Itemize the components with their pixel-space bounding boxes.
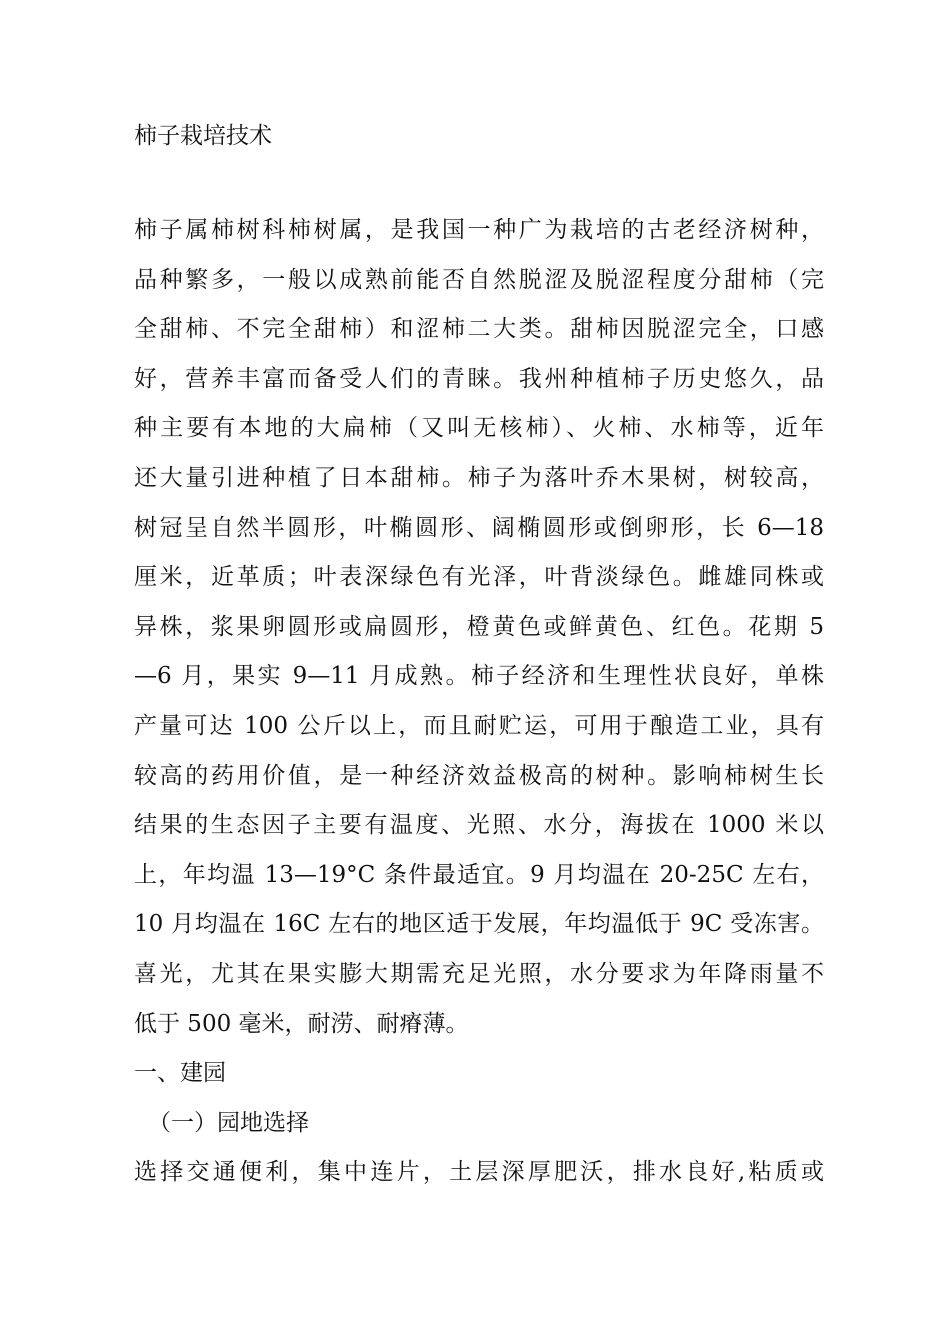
- paragraph-line: 种主要有本地的大扁柿（又叫无核柿）、火柿、水柿等，近年: [134, 415, 824, 442]
- paragraph-line: 异株，浆果卵圆形或扁圆形，橙黄色或鲜黄色、红色。花期 5: [134, 613, 824, 640]
- paragraph-line: 结果的生态因子主要有温度、光照、水分，海拔在 1000 米以: [134, 812, 824, 839]
- paragraph-line: 10 月均温在 16C 左右的地区适于发展，年均温低于 9C 受冻害。: [134, 911, 824, 938]
- paragraph-line: 柿子属柿树科柿树属，是我国一种广为栽培的古老经济树种，: [134, 217, 824, 243]
- paragraph-line: 较高的药用价值，是一种经济效益极高的树种。影响柿树生长: [134, 762, 824, 789]
- paragraph-line: 好，营养丰富而备受人们的青睐。我州种植柿子历史悠久，品: [134, 365, 824, 392]
- paragraph-line: —6 月，果实 9—11 月成熟。柿子经济和生理性状良好，单株: [134, 663, 824, 690]
- paragraph-line: 上，年均温 13—19°C 条件最适宜。9 月均温在 20-25C 左右，: [134, 861, 824, 888]
- paragraph-line: 产量可达 100 公斤以上，而且耐贮运，可用于酿造工业，具有: [134, 712, 824, 739]
- subsection-heading: （一）园地选择: [148, 1109, 309, 1136]
- paragraph-line: 喜光，尤其在果实膨大期需充足光照，水分要求为年降雨量不: [134, 960, 824, 987]
- paragraph-line: 低于 500 毫米，耐涝、耐瘠薄。: [134, 1010, 469, 1037]
- paragraph-line: 全甜柿、不完全甜柿）和涩柿二大类。甜柿因脱涩完全，口感: [134, 316, 824, 343]
- paragraph-line: 品种繁多，一般以成熟前能否自然脱涩及脱涩程度分甜柿（完: [134, 266, 824, 293]
- document-title: 柿子栽培技术: [134, 123, 272, 149]
- paragraph-line: 树冠呈自然半圆形，叶椭圆形、阔椭圆形或倒卵形，长 6—18: [134, 514, 824, 541]
- document-body: [134, 206, 824, 1198]
- paragraph-line: 厘米，近革质；叶表深绿色有光泽，叶背淡绿色。雌雄同株或: [134, 564, 824, 591]
- paragraph-line: 选择交通便利，集中连片，土层深厚肥沃，排水良好,粘质或: [134, 1159, 824, 1186]
- section-heading: 一、建园: [134, 1060, 226, 1087]
- paragraph-line: 还大量引进种植了日本甜柿。柿子为落叶乔木果树，树较高，: [134, 464, 824, 491]
